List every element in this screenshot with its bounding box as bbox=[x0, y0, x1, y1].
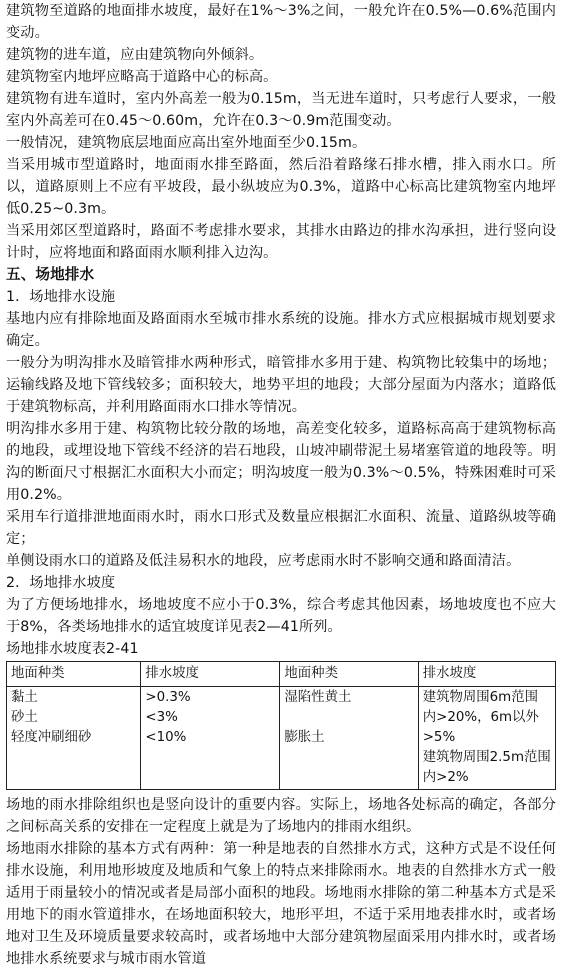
paragraph: 基地内应有排除地面及路面雨水至城市排水系统的设施。排水方式应根据城市规划要求确定。 bbox=[6, 311, 556, 349]
slope-value: <3% bbox=[145, 710, 178, 725]
table-cell-soil-types bbox=[7, 687, 141, 790]
table-header-row bbox=[7, 662, 556, 687]
paragraph: 明沟排水多用于建、构筑物比较分散的场地，高差变化较多，道路标高高于建筑物标高的地段，或埋设地下管线不经济的岩石地段，山坡冲刷带泥土易堵塞管道的地段等。明沟的断面尺寸根据汇水面积大小而定；明沟坡度一般为0.3%～0.5%，特殊困难时可采用0.2%。 bbox=[6, 421, 556, 503]
slope-value: <10% bbox=[145, 730, 187, 745]
paragraph: 采用车行道排泄地面雨水时，雨水口形式及数量应根据汇水面积、流量、道路纵坡等确定； bbox=[6, 509, 556, 547]
slope-table bbox=[6, 661, 556, 790]
spacer bbox=[284, 708, 413, 728]
paragraph: 建筑物至道路的地面排水坡度，最好在1%～3%之间，一般允许在0.5%—0.6%范围内变动。 bbox=[6, 3, 556, 41]
paragraph: 建筑物的进车道，应由建筑物向外倾斜。 bbox=[6, 47, 264, 63]
paragraph: 场地雨水排除的基本方式有两种：第一种是地表的自然排水方式，这种方式是不设任何排水设施，利用地形坡度及地质和气象上的特点来排除雨水。地表的自然排水方式一般适用于雨量较小的情况或者是局部小面积的地段。场地雨水排除的第二种基本方式是采用地下的雨水管道排水，在场地面积较大，地形平坦，不适于采用地表排水时，或者场地对卫生及环境质量要求较高时，或者场地中大部分建筑物屋面采用内排水时，或者场地排水系统要求与城市雨水管道 bbox=[6, 841, 556, 967]
table-header-cell: 地面种类 bbox=[280, 662, 418, 687]
soil-type: 湿陷性黄土 bbox=[284, 690, 352, 705]
paragraph: 一般分为明沟排水及暗管排水两种形式，暗管排水多用于建、构筑物比较集中的场地；运输线路及地下管线较多；面积较大，地势平坦的地段；大部分屋面为内落水；道路低于建筑物标高，并利用路面雨水口排水等情况。 bbox=[6, 355, 556, 415]
slope-value: >0.3% bbox=[145, 690, 191, 705]
table-header-cell: 排水坡度 bbox=[141, 662, 280, 687]
paragraph: 场地的雨水排除组织也是竖向设计的重要内容。实际上，场地各处标高的确定，各部分之间标高关系的安排在一定程度上就是为了场地内的排雨水组织。 bbox=[6, 797, 556, 835]
paragraph: 为了方便场地排水，场地坡度不应小于0.3%，综合考虑其他因素，场地坡度也不应大于8%，各类场地排水的适宜坡度详见表2—41所列。 bbox=[6, 597, 556, 635]
document-page bbox=[6, 0, 556, 970]
table-caption: 场地排水坡度表2-41 bbox=[6, 641, 139, 657]
section-title: 五、场地排水 bbox=[6, 266, 95, 283]
soil-type: 黏土 bbox=[11, 690, 38, 705]
table-cell-slopes bbox=[141, 687, 280, 790]
paragraph: 当采用郊区型道路时，路面不考虑排水要求，其排水由路边的排水沟承担，进行竖向设计时，应将地面和路面雨水顺利排入边沟。 bbox=[6, 223, 556, 261]
table-header-cell: 排水坡度 bbox=[418, 662, 555, 687]
subsection-title: 1．场地排水设施 bbox=[6, 289, 116, 305]
slope-value: 建筑物周围6m范围内>20%，6m以外>5% bbox=[422, 690, 539, 745]
paragraph: 当采用城市型道路时，地面雨水排至路面，然后沿着路缘石排水槽，排入雨水口。所以，道路原则上不应有平坡段，最小纵坡应为0.3%，道路中心标高比建筑物室内地坪低0.25~0.3m。 bbox=[6, 157, 556, 217]
paragraph: 建筑物有进车道时，室内外高差一般为0.15m，当无进车道时，只考虑行人要求，一般室内外高差可在0.45～0.60m，允许在0.3～0.9m范围变动。 bbox=[6, 91, 556, 129]
table-header-cell: 地面种类 bbox=[7, 662, 141, 687]
soil-type: 砂土 bbox=[11, 710, 38, 725]
paragraph: 一般情况，建筑物底层地面应高出室外地面至少0.15m。 bbox=[6, 135, 367, 151]
paragraph: 单侧设雨水口的道路及低洼易积水的地段，应考虑雨水时不影响交通和路面清洁。 bbox=[6, 553, 521, 569]
soil-type: 轻度冲刷细砂 bbox=[11, 730, 92, 745]
table-row bbox=[7, 687, 556, 790]
table-cell-slopes bbox=[418, 687, 555, 790]
slope-value: 建筑物周围2.5m范围内>2% bbox=[422, 750, 551, 785]
subsection-title: 2．场地排水坡度 bbox=[6, 575, 116, 591]
paragraph: 建筑物室内地坪应略高于道路中心的标高。 bbox=[6, 69, 278, 85]
soil-type: 膨胀土 bbox=[284, 730, 325, 745]
table-cell-soil-types bbox=[280, 687, 418, 790]
